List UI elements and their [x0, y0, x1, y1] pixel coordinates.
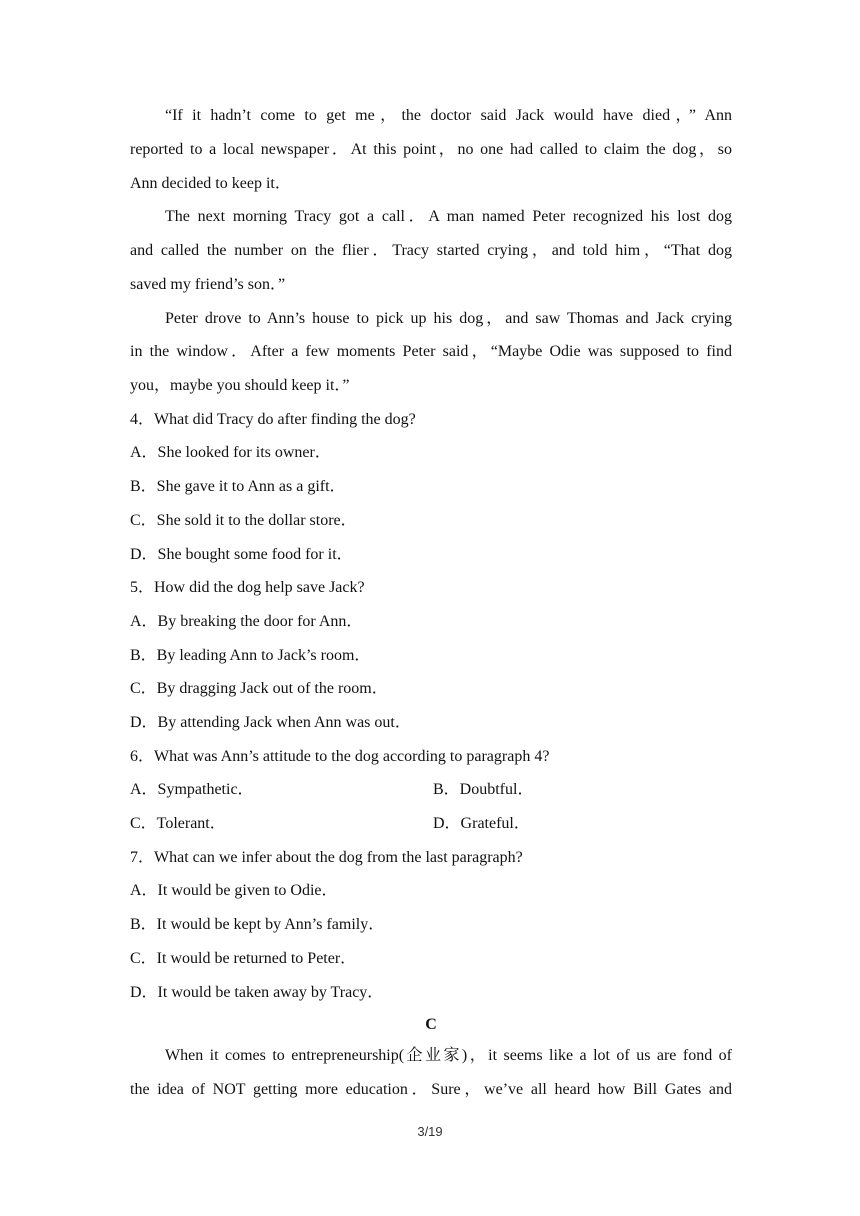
answer-option: A．By breaking the door for Ann． — [130, 613, 363, 630]
answer-option: C．Tolerant． — [130, 815, 226, 832]
answer-option: A．She looked for its owner． — [130, 444, 331, 461]
answer-option: B．By leading Ann to Jack’s room． — [130, 647, 371, 664]
section-heading: C — [425, 1016, 437, 1033]
paragraph-line: When it comes to entrepreneurship(企业家)，it seems like a lot of us are fond of — [165, 1047, 732, 1064]
page-number: 3/19 — [417, 1124, 443, 1139]
question-stem: 4．What did Tracy do after finding the dog? — [130, 411, 416, 428]
answer-option: C．She sold it to the dollar store． — [130, 512, 357, 529]
question-stem: 5．How did the dog help save Jack? — [130, 579, 365, 596]
paragraph-line: Ann decided to keep it． — [130, 175, 291, 192]
paragraph-line: and called the number on the flier．Tracy started crying，and told him，“That dog — [130, 242, 732, 259]
answer-row — [130, 778, 732, 802]
answer-option: D．She bought some food for it． — [130, 546, 353, 563]
answer-option: D．By attending Jack when Ann was out． — [130, 714, 411, 731]
paragraph-line: the idea of NOT getting more education．Sure，we’ve all heard how Bill Gates and — [130, 1081, 733, 1098]
answer-option: B．It would be kept by Ann’s family． — [130, 916, 385, 933]
paragraph-line: “If it hadn’t come to get me，the doctor said Jack would have died，” Ann — [165, 107, 732, 124]
answer-option: B．She gave it to Ann as a gift． — [130, 478, 346, 495]
paragraph-line: saved my friend’s son．” — [130, 276, 286, 293]
paragraph-line: reported to a local newspaper．At this point，no one had called to claim the dog，so — [130, 141, 732, 158]
paragraph-line: in the window．After a few moments Peter said，“Maybe Odie was supposed to find — [130, 343, 732, 360]
paragraph-line: you，maybe you should keep it．” — [130, 377, 350, 394]
answer-option: D．It would be taken away by Tracy． — [130, 984, 384, 1001]
answer-option: C．By dragging Jack out of the room． — [130, 680, 388, 697]
answer-option: C．It would be returned to Peter． — [130, 950, 357, 967]
question-stem: 6．What was Ann’s attitude to the dog according to paragraph 4? — [130, 748, 550, 765]
answer-option: D．Grateful． — [433, 815, 530, 832]
answer-option: A．Sympathetic． — [130, 781, 254, 798]
answer-option: A．It would be given to Odie． — [130, 882, 338, 899]
answer-row — [130, 812, 732, 836]
paragraph-line: Peter drove to Ann’s house to pick up his dog，and saw Thomas and Jack crying — [165, 310, 732, 327]
answer-option: B．Doubtful． — [433, 781, 534, 798]
question-stem: 7．What can we infer about the dog from the last paragraph? — [130, 849, 523, 866]
paragraph-line: The next morning Tracy got a call．A man named Peter recognized his lost dog — [165, 208, 732, 225]
